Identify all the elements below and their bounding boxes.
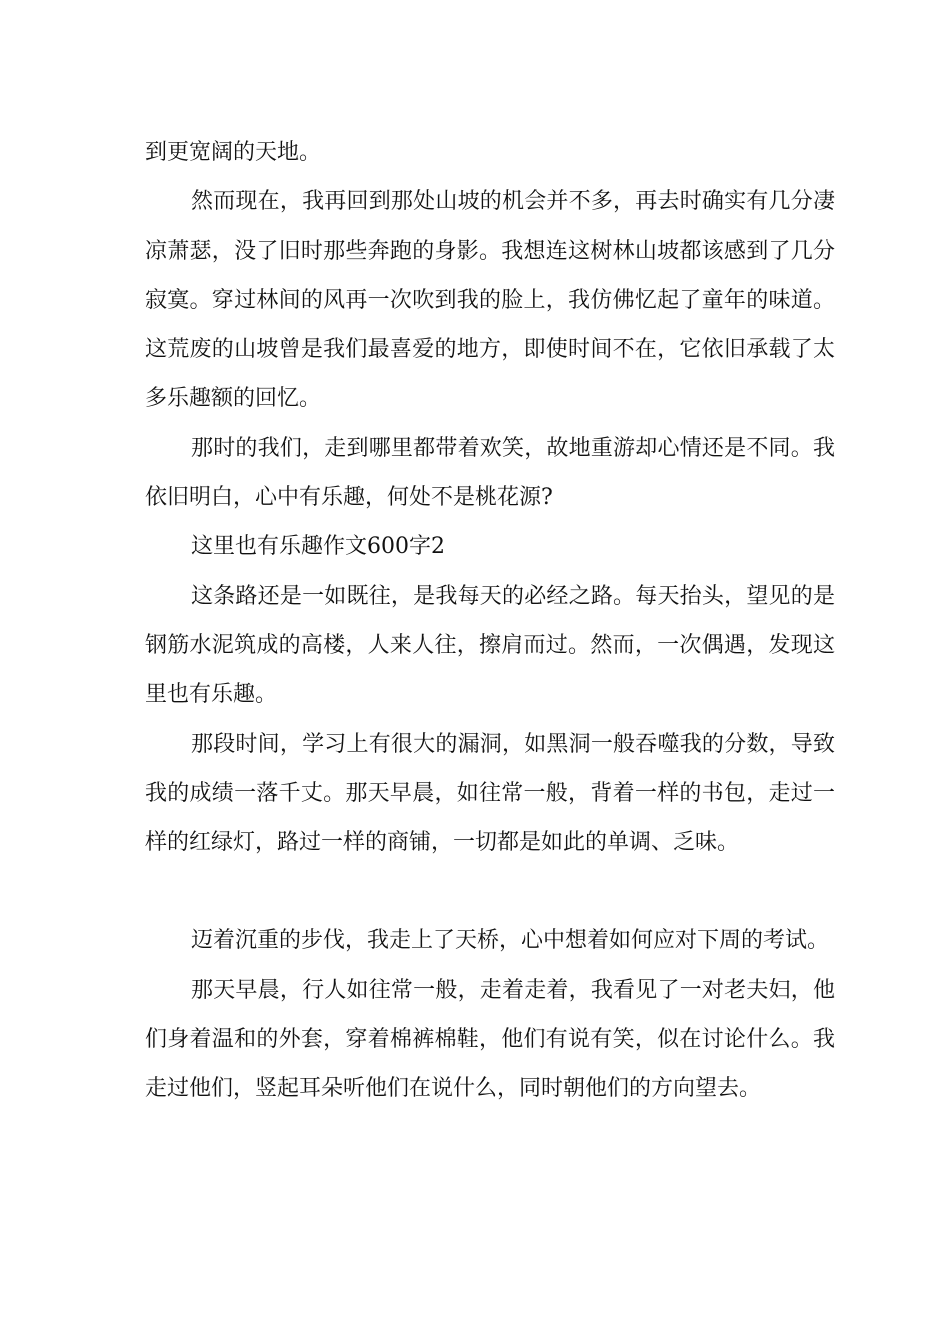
paragraph: 那时的我们，走到哪里都带着欢笑，故地重游却心情还是不同。我依旧明白，心中有乐趣，何处不是桃花源? xyxy=(145,435,835,511)
document-body xyxy=(145,128,835,1114)
paragraph: 那天早晨，行人如往常一般，走着走着，我看见了一对老夫妇，他们身着温和的外套，穿着棉裤棉鞋，他们有说有笑，似在讨论什么。我走过他们，竖起耳朵听他们在说什么，同时朝他们的方向望去。 xyxy=(145,977,835,1102)
section-heading: 这里也有乐趣作文600字2 xyxy=(191,534,445,560)
paragraph: 迈着沉重的步伐，我走上了天桥，心中想着如何应对下周的考试。 xyxy=(191,928,830,954)
paragraph: 这条路还是一如既往，是我每天的必经之路。每天抬头，望见的是钢筋水泥筑成的高楼，人来人往，擦肩而过。然而，一次偶遇，发现这里也有乐趣。 xyxy=(145,583,835,708)
paragraph: 那段时间，学习上有很大的漏洞，如黑洞一般吞噬我的分数，导致我的成绩一落千丈。那天早晨，如往常一般，背着一样的书包，走过一样的红绿灯，路过一样的商铺，一切都是如此的单调、乏味。 xyxy=(145,731,835,856)
paragraph: 然而现在，我再回到那处山坡的机会并不多，再去时确实有几分凄凉萧瑟，没了旧时那些奔跑的身影。我想连这树林山坡都该感到了几分寂寞。穿过林间的风再一次吹到我的脸上，我仿佛忆起了童年的味道。这荒废的山坡曾是我们最喜爱的地方，即使时间不在，它依旧承载了太多乐趣额的回忆。 xyxy=(145,189,835,412)
blank-line xyxy=(145,867,835,916)
paragraph-continuation: 到更宽阔的天地。 xyxy=(145,140,322,165)
